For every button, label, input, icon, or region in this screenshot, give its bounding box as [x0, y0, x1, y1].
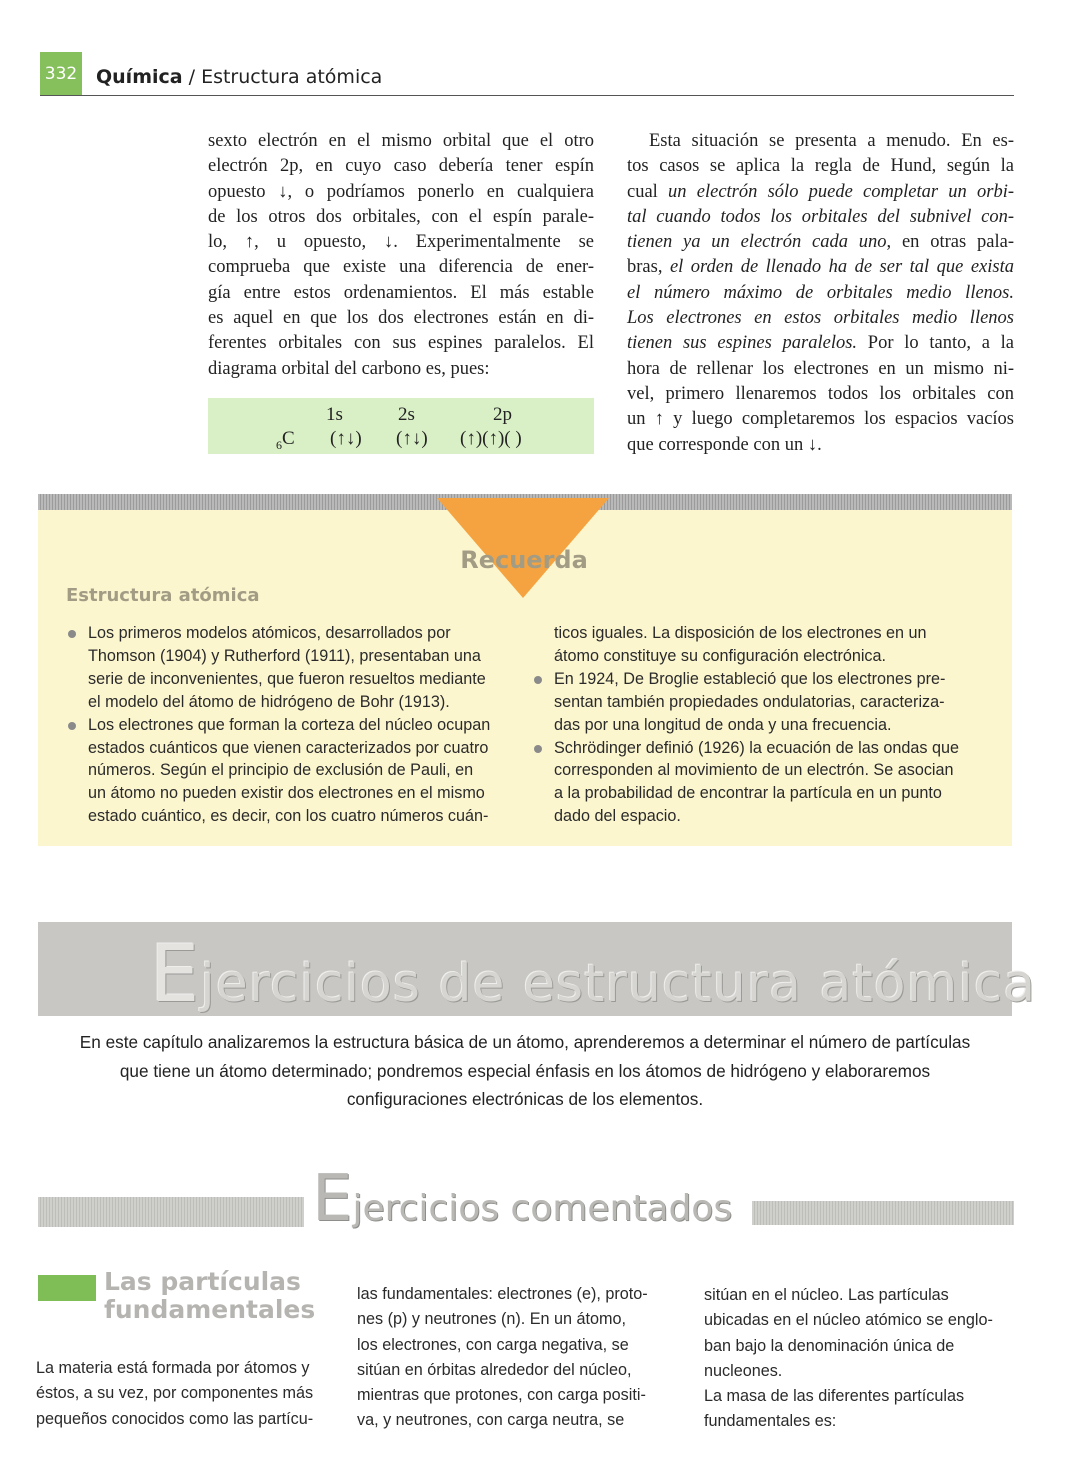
intro-line: que tiene un átomo determinado; pondremos especial énfasis en los átomos de hidrógeno y elaboraremos [119, 1060, 931, 1081]
recuerda-left-column [68, 622, 518, 828]
text-line: La masa de las diferentes partículas [704, 1387, 965, 1406]
text-line: los electrones, con carga negativa, se [357, 1335, 629, 1354]
text-line: gía entre estos ordenamientos. El más estable [208, 282, 594, 303]
text-line: fundamentales es: [704, 1412, 837, 1431]
text-span: , en otras pala- [886, 232, 1014, 253]
text-line: nucleones. [704, 1361, 783, 1380]
recuerda-right-column [534, 622, 984, 828]
right-text-column [627, 129, 1014, 458]
text-line: La materia está formada por átomos y [36, 1359, 310, 1377]
text-span: cual [627, 181, 669, 202]
subsection-bar-right [752, 1201, 1014, 1225]
text-line: va, y neutrones, con carga neutra, se [357, 1411, 625, 1430]
text-line: sitúan en órbitas alrededor del núcleo, [357, 1360, 632, 1379]
subsection-title [312, 1162, 732, 1236]
particles-title [104, 1268, 315, 1324]
text-line: sitúan en el núcleo. Las partículas [704, 1286, 949, 1304]
chapter-title: Estructura atómica [201, 66, 383, 88]
text-line: ticos iguales. La disposición de los electrones en un [554, 624, 927, 642]
filling-order-italic: el orden de llenado ha de ser tal que exista [669, 257, 1014, 278]
text-line: estados cuánticos que vienen caracterizados por cuatro [88, 738, 489, 757]
bullet-icon [68, 630, 76, 638]
text-line: estado cuántico, es decir, con los cuatro números cuán- [88, 807, 489, 826]
recuerda-title: Recuerda [460, 546, 588, 574]
text-line: de los otros dos orbitales, con el espín parale- [208, 206, 594, 227]
bullet-icon [68, 722, 76, 730]
text-line: pequeños conocidos como las partícu- [36, 1409, 314, 1428]
text-line [627, 180, 1014, 205]
intro-line: configuraciones electrónicas de los elementos. [346, 1089, 704, 1109]
text-line: das por una longitud de onda y una frecuencia. [554, 715, 892, 734]
orbital-cell-2p: (↑)(↑)( ) [460, 428, 522, 449]
text-line: un ↑ y luego completaremos los espacios vacíos [627, 409, 1014, 430]
particles-title-line: Las partículas [104, 1267, 301, 1296]
text-line: En 1924, De Broglie estableció que los electrones pre- [554, 669, 946, 688]
text-line: dado del espacio. [554, 807, 681, 826]
orbital-cell-1s: (↑↓) [330, 428, 362, 449]
text-line: nes (p) y neutrones (n). En un átomo, [357, 1310, 627, 1329]
element-letter: C [282, 428, 295, 449]
text-line: éstos, a su vez, por componentes más [36, 1384, 314, 1403]
page-number: 332 [40, 52, 82, 96]
particles-column-3 [704, 1283, 1004, 1435]
text-line: Schrödinger definió (1926) la ecuación de las ondas que [554, 738, 959, 757]
text-line: ferentes orbitales con sus espines paralelos. El [208, 333, 594, 354]
chapter-intro [38, 1028, 1012, 1114]
header-rule [40, 95, 1014, 96]
text-line: serie de inconvenientes, que fueron resueltos mediante [88, 669, 486, 688]
recuerda-bullet-item [68, 622, 518, 714]
filling-order-italic: Los electrones en estos orbitales medio llenos [627, 308, 1014, 329]
text-line: electrón 2p, en cuyo caso debería tener espín [208, 156, 594, 177]
text-span: bras, [627, 257, 670, 278]
hund-rule-italic: tienen ya un electrón cada uno [627, 232, 887, 253]
particles-title-line: fundamentales [104, 1295, 316, 1324]
text-line: opuesto ↓, o podríamos ponerlo en cualquiera [208, 181, 594, 202]
text-line: diagrama orbital del carbono es, pues: [208, 358, 490, 379]
book-title: Química [96, 66, 183, 88]
section-marker [38, 1275, 96, 1301]
orbital-header-1s: 1s [326, 404, 343, 425]
section-title-rest: jercicios de estructura atómica [200, 954, 1037, 1014]
text-line: sexto electrón en el mismo orbital que el otro [208, 131, 594, 151]
text-line: números. Según el principio de exclusión de Pauli, en [88, 761, 474, 780]
hund-rule-italic: tal cuando todos los orbitales del subnivel con- [627, 206, 1014, 227]
recuerda-bullet-item [534, 737, 984, 829]
text-line: es aquel en que los dos electrones están en di- [208, 308, 594, 329]
hund-rule-italic: un electrón sólo puede completar un orbi- [668, 181, 1015, 202]
orbital-diagram [208, 398, 594, 454]
section-title-initial: E [150, 930, 201, 1020]
text-line: hora de rellenar los electrones en un mismo ni- [627, 358, 1014, 379]
section-title [150, 930, 1036, 1020]
text-line: corresponden al movimiento de un electrón. Se asocian [554, 761, 954, 780]
particles-column-1 [36, 1356, 336, 1432]
text-line: Los electrones que forman la corteza del núcleo ocupan [88, 715, 491, 734]
recuerda-subtitle: Estructura atómica [66, 585, 260, 606]
left-text-column [208, 129, 594, 382]
text-line [627, 281, 1014, 306]
text-line: tos casos se aplica la regla de Hund, según la [627, 156, 1014, 177]
orbital-header-2s: 2s [398, 404, 415, 425]
orbital-cell-2s: (↑↓) [396, 428, 428, 449]
filling-order-italic: tienen sus espines paralelos. [627, 333, 858, 354]
orbital-header-2p: 2p [493, 404, 512, 425]
text-line: que corresponde con un ↓. [627, 434, 822, 455]
element-symbol [276, 428, 295, 453]
text-line: lo, ↑, u opuesto, ↓. Experimentalmente se [208, 232, 594, 253]
text-line [627, 230, 1014, 255]
text-line: Thomson (1904) y Rutherford (1911), presentaban una [88, 646, 481, 665]
text-line: las fundamentales: electrones (e), proto- [357, 1285, 648, 1303]
atomic-number: 6 [276, 437, 282, 452]
text-line: Esta situación se presenta a menudo. En es- [649, 131, 1014, 151]
text-line: ban bajo la denominación única de [704, 1336, 955, 1355]
bullet-icon [534, 676, 542, 684]
text-line [627, 306, 1014, 331]
subsection-title-rest: jercicios comentados [352, 1188, 733, 1229]
text-line: ubicadas en el núcleo atómico se englo- [704, 1311, 993, 1330]
subsection-title-initial: E [312, 1162, 353, 1236]
text-line: el modelo del átomo de hidrógeno de Bohr (1913). [88, 692, 450, 711]
recuerda-bullet-item [534, 668, 984, 737]
particles-column-2 [357, 1282, 657, 1434]
text-line: comprueba que existe una diferencia de ener- [208, 257, 594, 278]
text-line [627, 205, 1014, 230]
text-line: a la probabilidad de encontrar la partícula en un punto [554, 784, 942, 803]
bullet-icon [534, 745, 542, 753]
filling-order-italic: el número máximo de orbitales medio llenos. [627, 282, 1014, 303]
running-head [96, 66, 382, 88]
text-line: mientras que protones, con carga positi- [357, 1386, 646, 1405]
head-separator: / [182, 66, 202, 88]
text-span: Por lo tanto, a la [857, 333, 1014, 354]
text-line: vel, primero llenaremos todos los orbitales con [627, 383, 1014, 404]
text-line: sentan también propiedades ondulatorias, caracteriza- [554, 692, 945, 711]
text-line: un átomo no pueden existir dos electrones en el mismo [88, 784, 485, 803]
subsection-bar-left [38, 1197, 304, 1227]
intro-line: En este capítulo analizaremos la estructura básica de un átomo, aprenderemos a determinar el número de partículas [79, 1032, 971, 1052]
text-line: Los primeros modelos atómicos, desarrollados por [88, 624, 451, 642]
recuerda-bullet-item [68, 714, 518, 829]
recuerda-continuation [534, 622, 984, 668]
text-line [627, 255, 1014, 280]
text-line: átomo constituye su configuración electrónica. [554, 646, 887, 665]
text-line [627, 331, 1014, 356]
